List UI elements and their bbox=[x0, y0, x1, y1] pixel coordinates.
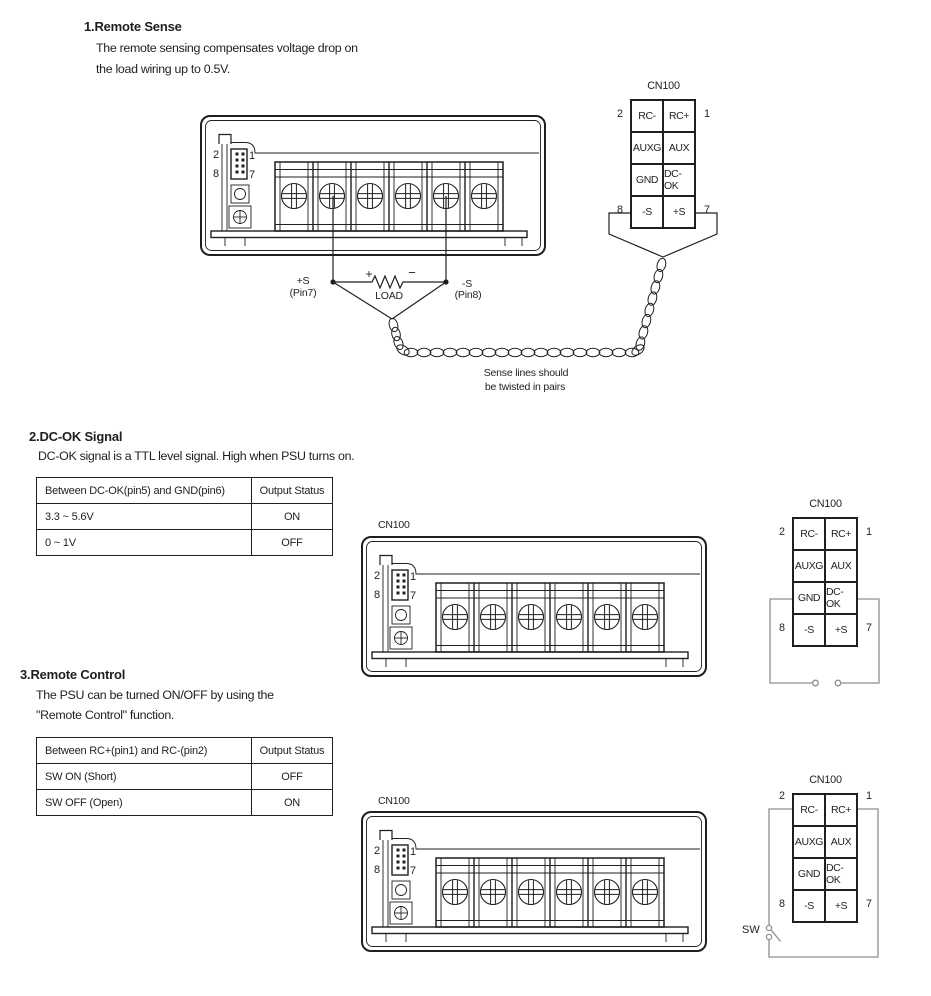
cn100-pin-table-2: CN100 RC- RC+ AUXG AUX GND DC-OK -S +S 2 1 8 7 bbox=[792, 517, 859, 650]
pin-cell-plus-s: +S bbox=[663, 196, 695, 228]
pin-number-7: 7 bbox=[865, 898, 872, 910]
minus-s-label: -S bbox=[461, 278, 473, 290]
pin-number-1: 1 bbox=[865, 526, 872, 538]
switch-contact-top bbox=[766, 925, 771, 930]
plus-s-pin-label: (Pin7) bbox=[289, 287, 317, 299]
probe-terminal-left bbox=[813, 680, 819, 686]
sense-node-left bbox=[330, 279, 335, 284]
pin-cell-dcok: DC-OK bbox=[663, 164, 695, 196]
load-resistor bbox=[333, 276, 446, 288]
psu-diagram-1 bbox=[200, 115, 546, 256]
probe-terminal-right bbox=[835, 680, 841, 686]
pin-cell-rc-minus: RC- bbox=[631, 100, 663, 132]
load-label: LOAD bbox=[375, 290, 403, 302]
psu3-cn100-callout: CN100 bbox=[378, 795, 410, 807]
table-row: SW ON (Short) OFF bbox=[37, 764, 333, 790]
dcok-status-table bbox=[36, 477, 333, 556]
cn100-pin-table-3: CN100 RC- RC+ AUXG AUX GND DC-OK -S +S 2 1 8 7 bbox=[792, 793, 859, 926]
psu-diagram-2 bbox=[361, 536, 707, 677]
table-row: 0 ~ 1V OFF bbox=[37, 530, 333, 556]
switch-contact-bottom bbox=[766, 934, 771, 939]
psu-diagram-3 bbox=[361, 811, 707, 952]
psu2-cn100-callout: CN100 bbox=[378, 519, 410, 531]
pin-number-1: 1 bbox=[865, 790, 872, 802]
remote-control-status-table bbox=[36, 737, 333, 816]
pin-cell-auxg: AUXG bbox=[631, 132, 663, 164]
pin-number-2: 2 bbox=[778, 790, 785, 802]
plus-s-label: +S bbox=[296, 275, 310, 287]
pin-cell-aux: AUX bbox=[663, 132, 695, 164]
pin-number-1: 1 bbox=[703, 108, 710, 120]
pin-cell-gnd: GND bbox=[631, 164, 663, 196]
section1-body-line1: The remote sensing compensates voltage drop on bbox=[96, 41, 358, 55]
pin-number-7: 7 bbox=[703, 204, 710, 216]
twisted-pair bbox=[388, 257, 668, 357]
pin-cell-minus-s: -S bbox=[631, 196, 663, 228]
minus-s-pin-label: (Pin8) bbox=[454, 289, 482, 301]
pin-number-8: 8 bbox=[616, 204, 623, 216]
pin-number-8: 8 bbox=[778, 622, 785, 634]
switch-blade bbox=[771, 930, 780, 941]
table-header: Output Status bbox=[252, 738, 333, 764]
load-minus-sign: − bbox=[408, 265, 416, 280]
twist-note-line2: be twisted in pairs bbox=[484, 381, 566, 393]
table-row: 3.3 ~ 5.6V ON bbox=[37, 504, 333, 530]
table-row: SW OFF (Open) ON bbox=[37, 790, 333, 816]
section3-body-line2: "Remote Control" function. bbox=[36, 708, 175, 722]
section2-heading: 2.DC-OK Signal bbox=[29, 429, 123, 444]
pin-number-2: 2 bbox=[616, 108, 623, 120]
pin-number-7: 7 bbox=[865, 622, 872, 634]
table-header: Output Status bbox=[252, 478, 333, 504]
pin-number-8: 8 bbox=[778, 898, 785, 910]
section1-heading: 1.Remote Sense bbox=[84, 19, 182, 34]
table-header: Between DC-OK(pin5) and GND(pin6) bbox=[37, 478, 252, 504]
cn100-title: CN100 bbox=[809, 774, 842, 786]
twist-note-line1: Sense lines should bbox=[483, 367, 569, 379]
pin-number-2: 2 bbox=[778, 526, 785, 538]
switch-label: SW bbox=[742, 924, 760, 936]
cn100-title: CN100 bbox=[647, 80, 680, 92]
cn100-title: CN100 bbox=[809, 498, 842, 510]
sense-node-right bbox=[443, 279, 448, 284]
section2-body: DC-OK signal is a TTL level signal. High when PSU turns on. bbox=[38, 449, 355, 463]
section1-body-line2: the load wiring up to 0.5V. bbox=[96, 62, 231, 76]
cn100-pin-table-1 bbox=[616, 80, 710, 232]
section3-body-line1: The PSU can be turned ON/OFF by using the bbox=[36, 688, 274, 702]
load-plus-sign: + bbox=[365, 267, 373, 281]
pin-cell-rc-plus: RC+ bbox=[663, 100, 695, 132]
table-header: Between RC+(pin1) and RC-(pin2) bbox=[37, 738, 252, 764]
section3-heading: 3.Remote Control bbox=[20, 667, 126, 682]
